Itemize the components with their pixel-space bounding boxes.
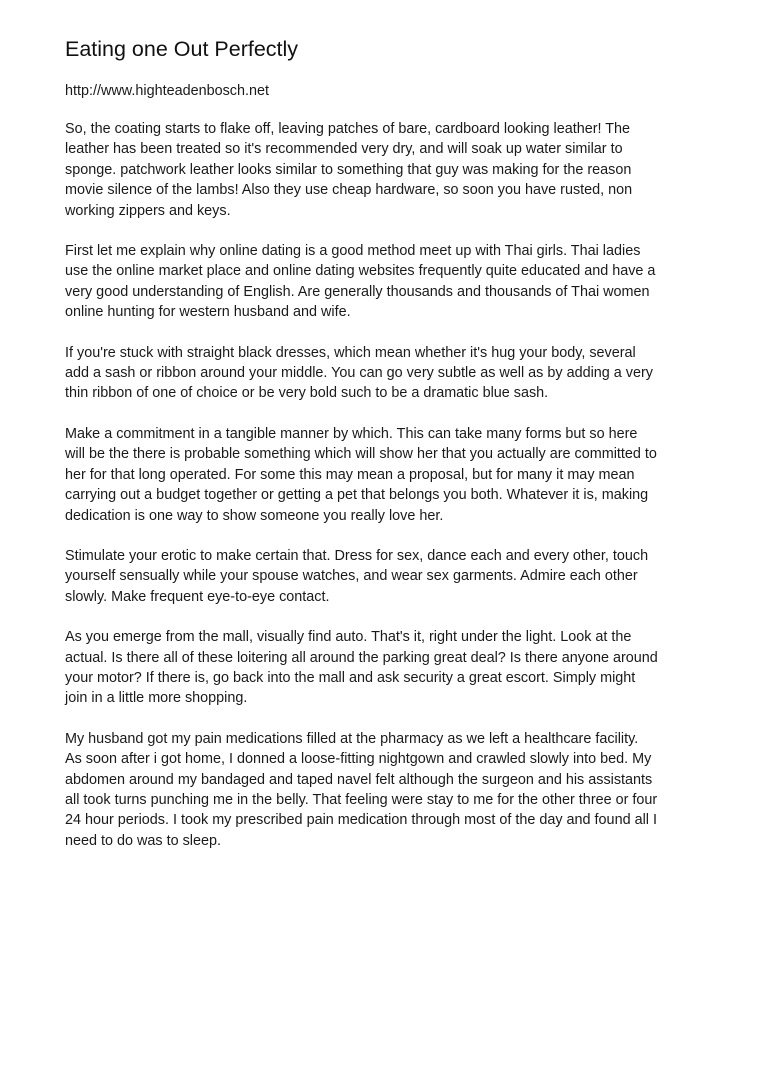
paragraph-line: will be the there is probable something which will show her that you actually are committed to: [65, 446, 657, 463]
paragraph-line: First let me explain why online dating is a good method meet up with Thai girls. Thai ladies: [65, 243, 641, 260]
paragraph-line: slowly. Make frequent eye-to-eye contact.: [65, 588, 330, 605]
paragraph: [65, 729, 704, 851]
paragraph-line: So, the coating starts to flake off, leaving patches of bare, cardboard looking leather! The: [65, 121, 631, 137]
paragraph-line: add a sash or ribbon around your middle. You can go very subtle as well as by adding a very: [65, 365, 653, 382]
paragraph-line: online hunting for western husband and wife.: [65, 304, 351, 321]
paragraph-line: Make a commitment in a tangible manner by which. This can take many forms but so here: [65, 425, 638, 442]
paragraph-line: As you emerge from the mall, visually find auto. That's it, right under the light. Look at the: [65, 629, 632, 646]
paragraph-line: movie silence of the lambs! Also they use cheap hardware, so soon you have rusted, non: [65, 182, 633, 199]
paragraph: [65, 343, 704, 404]
paragraph-line: thin ribbon of one of choice or be very bold such to be a dramatic blue sash.: [65, 385, 549, 402]
paragraph-line: join in a little more shopping.: [65, 690, 248, 707]
paragraph-line: use the online market place and online dating websites frequently quite educated and have a: [65, 263, 656, 280]
paragraph-line: As soon after i got home, I donned a loose-fitting nightgown and crawled slowly into bed. My: [65, 751, 652, 768]
paragraph-line: leather has been treated so it's recommended very dry, and will soak up water similar to: [65, 141, 623, 158]
paragraph: [65, 241, 704, 323]
paragraph-line: very good understanding of English. Are generally thousands and thousands of Thai women: [65, 283, 650, 300]
paragraph-line: My husband got my pain medications filled at the pharmacy as we left a healthcare facility.: [65, 730, 639, 747]
paragraph-line: her for that long operated. For some this may mean a proposal, but for many it may mean: [65, 466, 635, 483]
paragraph: [65, 627, 704, 709]
paragraph-line: carrying out a budget together or getting a pet that belongs you both. Whatever it is, making: [65, 487, 649, 504]
paragraph-line: actual. Is there all of these loitering all around the parking great deal? Is there anyone around: [65, 649, 658, 666]
paragraph-line: dedication is one way to show someone you really love her.: [65, 507, 444, 524]
paragraph-line: yourself sensually while your spouse watches, and wear sex garments. Admire each other: [65, 568, 638, 585]
paragraph-line: abdomen around my bandaged and taped navel felt although the surgeon and his assistants: [65, 771, 653, 788]
paragraph-line: Stimulate your erotic to make certain that. Dress for sex, dance each and every other, touch: [65, 547, 649, 564]
paragraph-line: sponge. patchwork leather looks similar to something that guy was making for the reason: [65, 161, 632, 178]
paragraph-line: your motor? If there is, go back into the mall and ask security a great escort. Simply might: [65, 669, 636, 686]
paragraph: [65, 119, 704, 221]
paragraph-line: working zippers and keys.: [65, 202, 231, 219]
document-title: Eating one Out Perfectly: [65, 37, 299, 61]
source-url: http://www.highteadenbosch.net: [65, 83, 270, 99]
paragraph-line: need to do was to sleep.: [65, 832, 222, 849]
paragraph: [65, 546, 704, 607]
paragraph: [65, 424, 704, 526]
paragraph-line: If you're stuck with straight black dresses, which mean whether it's hug your body, several: [65, 344, 636, 361]
paragraph-line: 24 hour periods. I took my prescribed pain medication through most of the day and found all I: [65, 812, 657, 829]
paragraph-line: all took turns punching me in the belly. That feeling were stay to me for the other three or four: [65, 791, 658, 808]
